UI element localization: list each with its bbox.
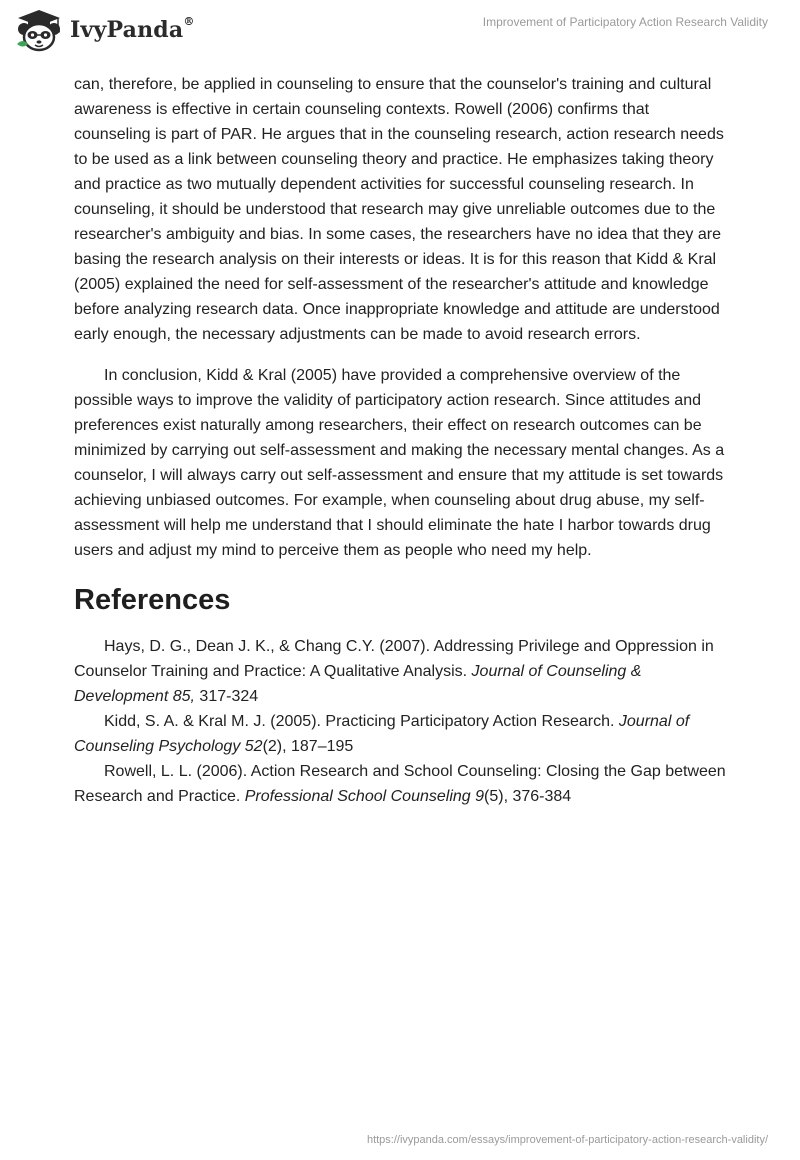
references-list	[74, 634, 728, 809]
essay-content	[74, 72, 728, 809]
panda-icon	[14, 8, 64, 52]
reference-item: Kidd, S. A. & Kral M. J. (2005). Practicing Participatory Action Research. Journal of Counseling Psychology 52(2), 187–195	[74, 713, 690, 755]
page-header	[0, 0, 800, 70]
reference-item: Hays, D. G., Dean J. K., & Chang C.Y. (2007). Addressing Privilege and Oppression in Counselor Training and Practice: A Qualitative Analysis. Journal of Counseling & Development 85, 317-324	[74, 638, 714, 705]
references-heading: References	[74, 584, 231, 616]
ivypanda-logo[interactable]	[14, 8, 195, 52]
source-url[interactable]: https://ivypanda.com/essays/improvement-of-participatory-action-research-validity/	[366, 1134, 768, 1146]
body-paragraph: can, therefore, be applied in counseling to ensure that the counselor's training and cultural awareness is effective in certain counseling contexts. Rowell (2006) confirms that counseling is part of PAR. He argues that in the counseling research, action research needs to be used as a link between counseling theory and practice. He emphasizes taking theory and practice as two mutually dependent activities for successful counseling research. In counseling, it should be understood that research may give unreliable outcomes due to the researcher's ambiguity and bias. In some cases, the researchers have no idea that they are basing the research analysis on their interests or ideas. It is for this reason that Kidd & Kral (2005) explained the need for self-assessment of the researcher's attitude and knowledge before analyzing research data. Once inappropriate knowledge and attitude are understood early enough, the necessary adjustments can be made to avoid research errors.	[74, 76, 724, 343]
running-title: Improvement of Participatory Action Research Validity	[482, 15, 768, 29]
body-paragraph: In conclusion, Kidd & Kral (2005) have provided a comprehensive overview of the possible ways to improve the validity of participatory action research. Since attitudes and preferences exist naturally among researchers, their effect on research outcomes can be minimized by carrying out self-assessment and making the necessary mental changes. As a counselor, I will always carry out self-assessment and ensure that my attitude is set towards achieving unbiased outcomes. For example, when counseling about drug abuse, my self-assessment will help me understand that I should eliminate the hate I harbor towards drug users and adjust my mind to perceive them as people who need my help.	[74, 367, 725, 559]
reference-item: Rowell, L. L. (2006). Action Research and School Counseling: Closing the Gap between Research and Practice. Professional School Counseling 9(5), 376-384	[74, 763, 726, 805]
logo-text: IvyPanda®	[70, 15, 195, 43]
